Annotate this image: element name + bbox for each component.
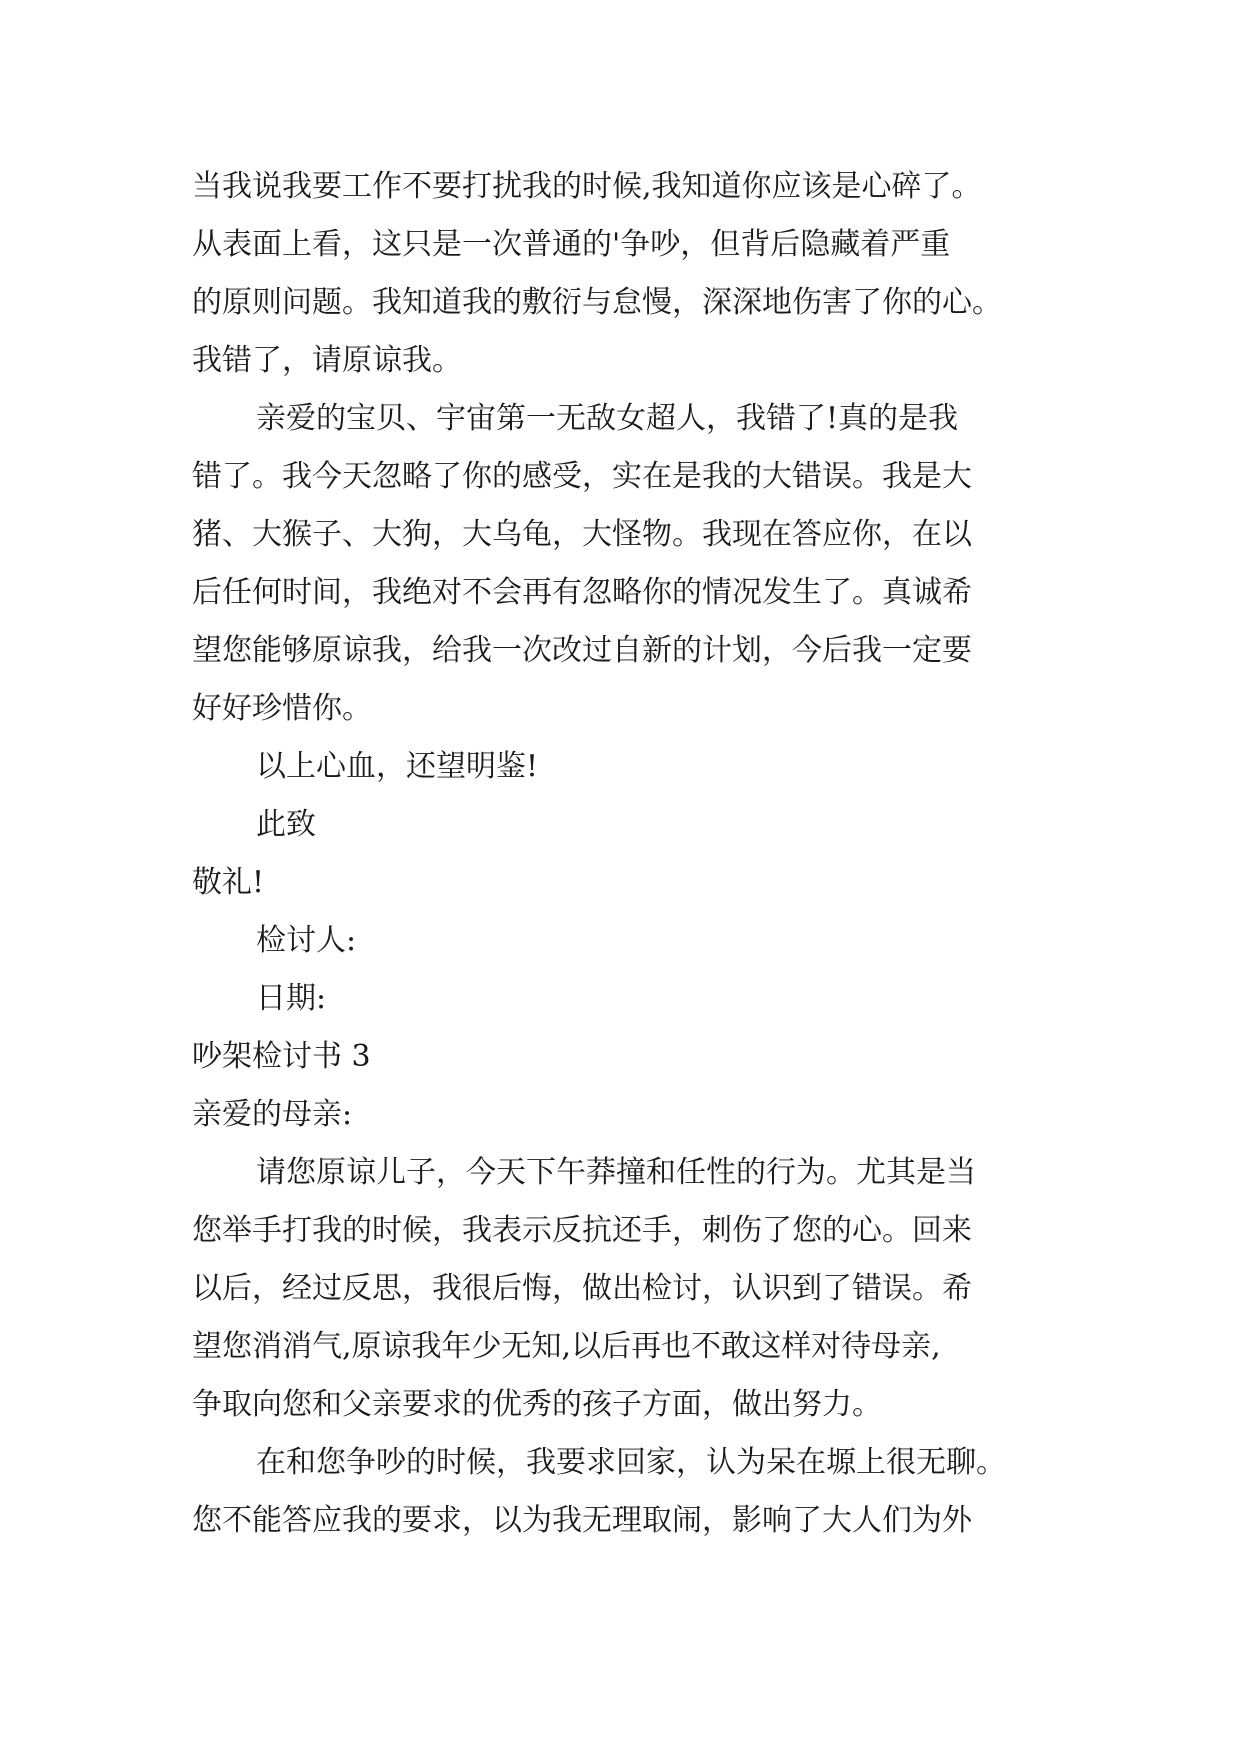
text-line: 您举手打我的时候，我表示反抗还手，刺伤了您的心。回来	[192, 1213, 972, 1248]
document-body	[192, 158, 1092, 1550]
text-line: 以上心血，还望明鉴!	[256, 749, 539, 784]
text-line: 争取向您和父亲要求的优秀的孩子方面，做出努力。	[192, 1387, 882, 1422]
text-line: 的原则问题。我知道我的敷衍与怠慢，深深地伤害了你的心。	[192, 285, 1002, 320]
text-line: 您不能答应我的要求，以为我无理取闹，影响了大人们为外	[192, 1503, 972, 1538]
text-line: 当我说我要工作不要打扰我的时候,我知道你应该是心碎了。	[192, 169, 982, 204]
text-line: 以后，经过反思，我很后悔，做出检讨，认识到了错误。希	[192, 1271, 972, 1306]
text-line: 从表面上看，这只是一次普通的'争吵，但背后隐藏着严重	[192, 227, 951, 262]
text-line: 望您消消气,原谅我年少无知,以后再也不敢这样对待母亲,	[192, 1329, 941, 1364]
text-line: 望您能够原谅我，给我一次改过自新的计划，今后我一定要	[192, 633, 972, 668]
date-label: 日期:	[256, 981, 327, 1016]
text-line: 好好珍惜你。	[192, 691, 372, 726]
text-line: 在和您争吵的时候，我要求回家，认为呆在塬上很无聊。	[256, 1445, 1006, 1480]
section-title: 吵架检讨书 3	[192, 1039, 371, 1074]
text-line: 请您原谅儿子，今天下午莽撞和任性的行为。尤其是当	[256, 1155, 976, 1190]
text-line: 错了。我今天忽略了你的感受，实在是我的大错误。我是大	[192, 459, 972, 494]
closing-respect: 敬礼!	[192, 865, 265, 900]
letter-greeting: 亲爱的母亲:	[192, 1097, 353, 1132]
text-line: 后任何时间，我绝对不会再有忽略你的情况发生了。真诚希	[192, 575, 972, 610]
text-line: 亲爱的宝贝、宇宙第一无敌女超人，我错了!真的是我	[256, 401, 959, 436]
text-line: 我错了，请原谅我。	[192, 343, 462, 378]
closing-salutation: 此致	[256, 807, 316, 842]
signer-label: 检讨人:	[256, 923, 357, 958]
text-line: 猪、大猴子、大狗，大乌龟，大怪物。我现在答应你，在以	[192, 517, 972, 552]
